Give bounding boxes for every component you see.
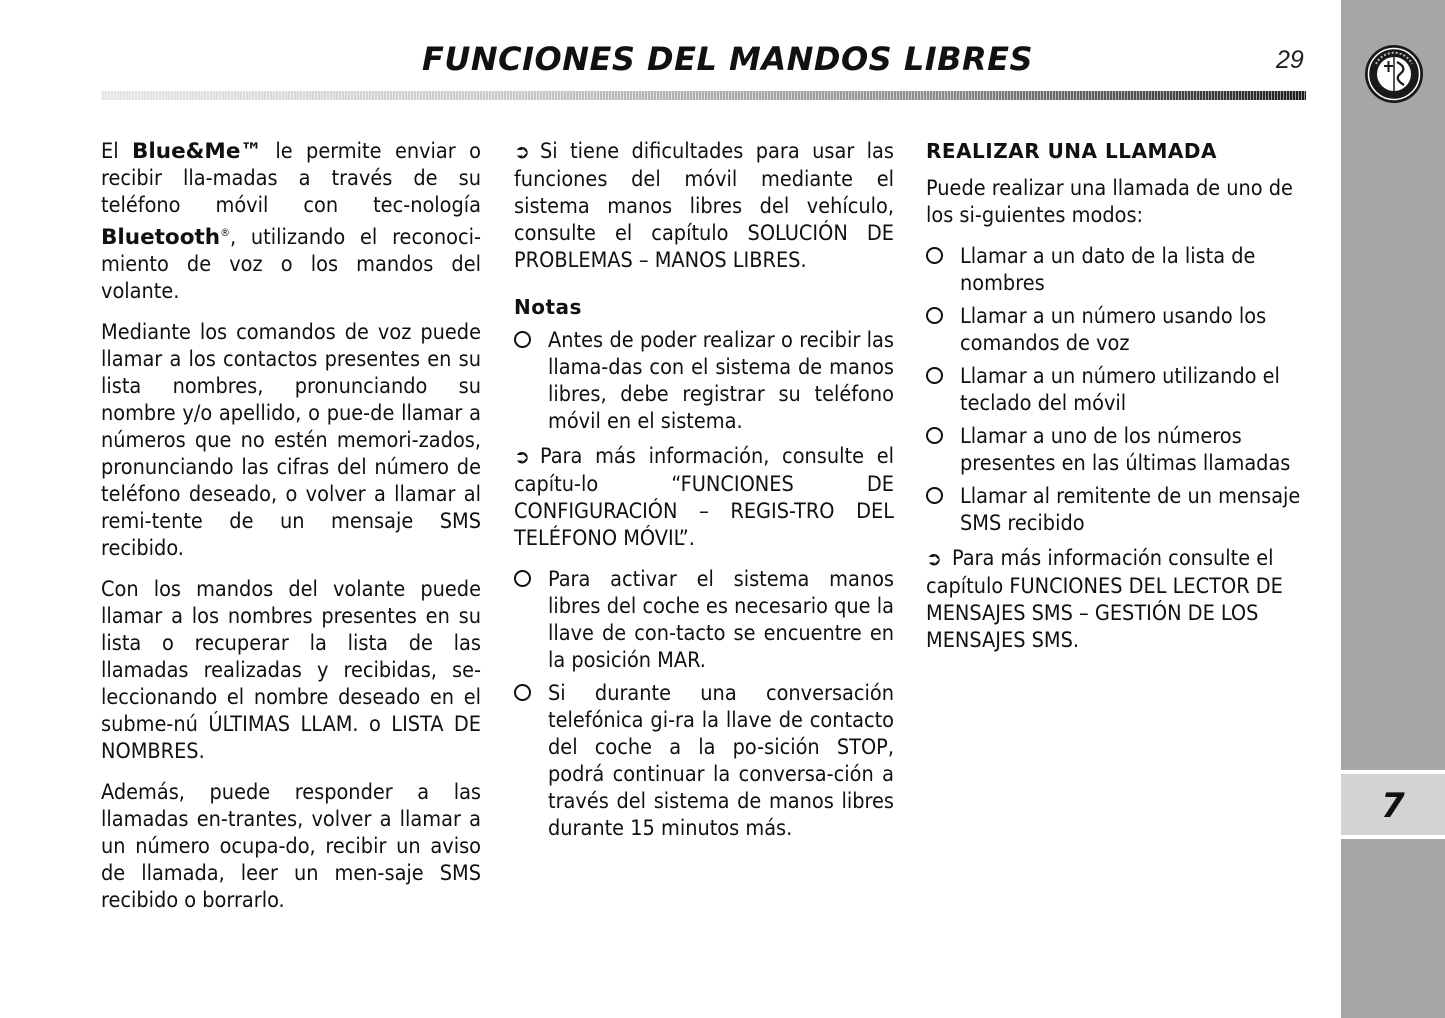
call-methods-intro: Puede realizar una llamada de uno de los si-guientes modos:: [926, 176, 1293, 228]
list-item: Llamar a un número usando los comandos de voz: [926, 303, 1306, 357]
column-middle: [514, 138, 894, 850]
list-item: Llamar a un dato de la lista de nombres: [926, 243, 1306, 297]
steering-controls-paragraph: Con los mandos del volante puede llamar a los nombres presentes en su lista o recuperar la lista de las llamadas realizadas y recibidas, se-leccionando el nombre deseado en el subme-nú ÚLTIMAS LLAM. o LISTA DE NOMBRES.: [101, 577, 481, 765]
additional-features-paragraph: Además, puede responder a las llamadas en-trantes, volver a llamar a un número ocupa-do, recibir un aviso de llamada, leer un men-saje SMS recibido o borrarlo.: [101, 780, 481, 914]
bullet-circle-icon: [926, 487, 943, 504]
bullet-circle-icon: [926, 247, 943, 264]
notes-list-continued: [514, 566, 894, 842]
bullet-circle-icon: [926, 367, 943, 384]
technology-name: Bluetooth: [101, 225, 221, 251]
chapter-indicator: [1341, 770, 1445, 839]
list-item: Llamar a uno de los números presentes en las últimas llamadas: [926, 423, 1306, 477]
notes-heading: Notas: [514, 295, 582, 319]
list-item: Llamar a un número utilizando el teclado del móvil: [926, 363, 1306, 417]
chapter-side-tab: [1341, 0, 1445, 1018]
brand-name: Blue&Me™: [132, 139, 262, 164]
column-right: [926, 138, 1306, 668]
voice-commands-paragraph: Mediante los comandos de voz puede llamar a los contactos presentes en su lista nombres, pronunciando su nombre y/o apellido, o pue-de llamar a números que no estén memori-zados, pronunciando las cifras del número de teléfono deseado, o volver a llamar al remi-tente de un mensaje SMS recibido.: [101, 320, 481, 562]
configuration-reference: ➲ Para más información, consulte el capítu-lo “FUNCIONES DE CONFIGURACIÓN – REGIS-TRO DEL TELÉFONO MÓVIL”.: [514, 444, 894, 551]
bullet-circle-icon: [514, 684, 531, 701]
list-item: Llamar al remitente de un mensaje SMS recibido: [926, 483, 1306, 537]
arrow-right-icon: ➲: [514, 141, 530, 163]
bullet-circle-icon: [514, 570, 531, 587]
call-methods-list: [926, 243, 1306, 537]
bullet-circle-icon: [926, 427, 943, 444]
page-number: 29: [1276, 46, 1304, 74]
list-item: Antes de poder realizar o recibir las llama-das con el sistema de manos libres, debe registrar su teléfono móvil en el sistema.: [514, 327, 894, 435]
chapter-number: 7: [1381, 786, 1405, 826]
bullet-circle-icon: [514, 331, 531, 348]
bullet-circle-icon: [926, 307, 943, 324]
arrow-right-icon: ➲: [514, 446, 530, 468]
list-item: Para activar el sistema manos libres del coche es necesario que la llave de con-tacto se encuentre en la posición MAR.: [514, 566, 894, 674]
header-rule: [101, 91, 1306, 100]
page-title: FUNCIONES DEL MANDOS LIBRES: [422, 40, 1034, 78]
section-heading: REALIZAR UNA LLAMADA: [926, 139, 1217, 163]
arrow-right-icon: ➲: [926, 548, 942, 570]
column-left: [101, 138, 481, 928]
intro-paragraph: El Blue&Me™ le permite enviar o recibir lla-madas a través de su teléfono móvil con tec-nología Bluetooth®, utilizando el reconoci-miento de voz o los mandos del volante.: [101, 139, 481, 305]
troubleshooting-note: ➲ Si tiene dificultades para usar las funciones del móvil mediante el sistema manos libres del vehículo, consulte el capítulo SOLUCIÓN DE PROBLEMAS – MANOS LIBRES.: [514, 139, 894, 273]
sms-reference: ➲ Para más información consulte el capítulo FUNCIONES DEL LECTOR DE MENSAJES SMS – GESTIÓN DE LOS MENSAJES SMS.: [926, 546, 1283, 653]
notes-list: [514, 327, 894, 435]
list-item: Si durante una conversación telefónica gi-ra la llave de contacto del coche a la po-sición STOP, podrá continuar la conversa-ción a través del sistema de manos libres durante 15 minutos más.: [514, 680, 894, 842]
alfa-romeo-badge-icon: [1364, 44, 1424, 104]
